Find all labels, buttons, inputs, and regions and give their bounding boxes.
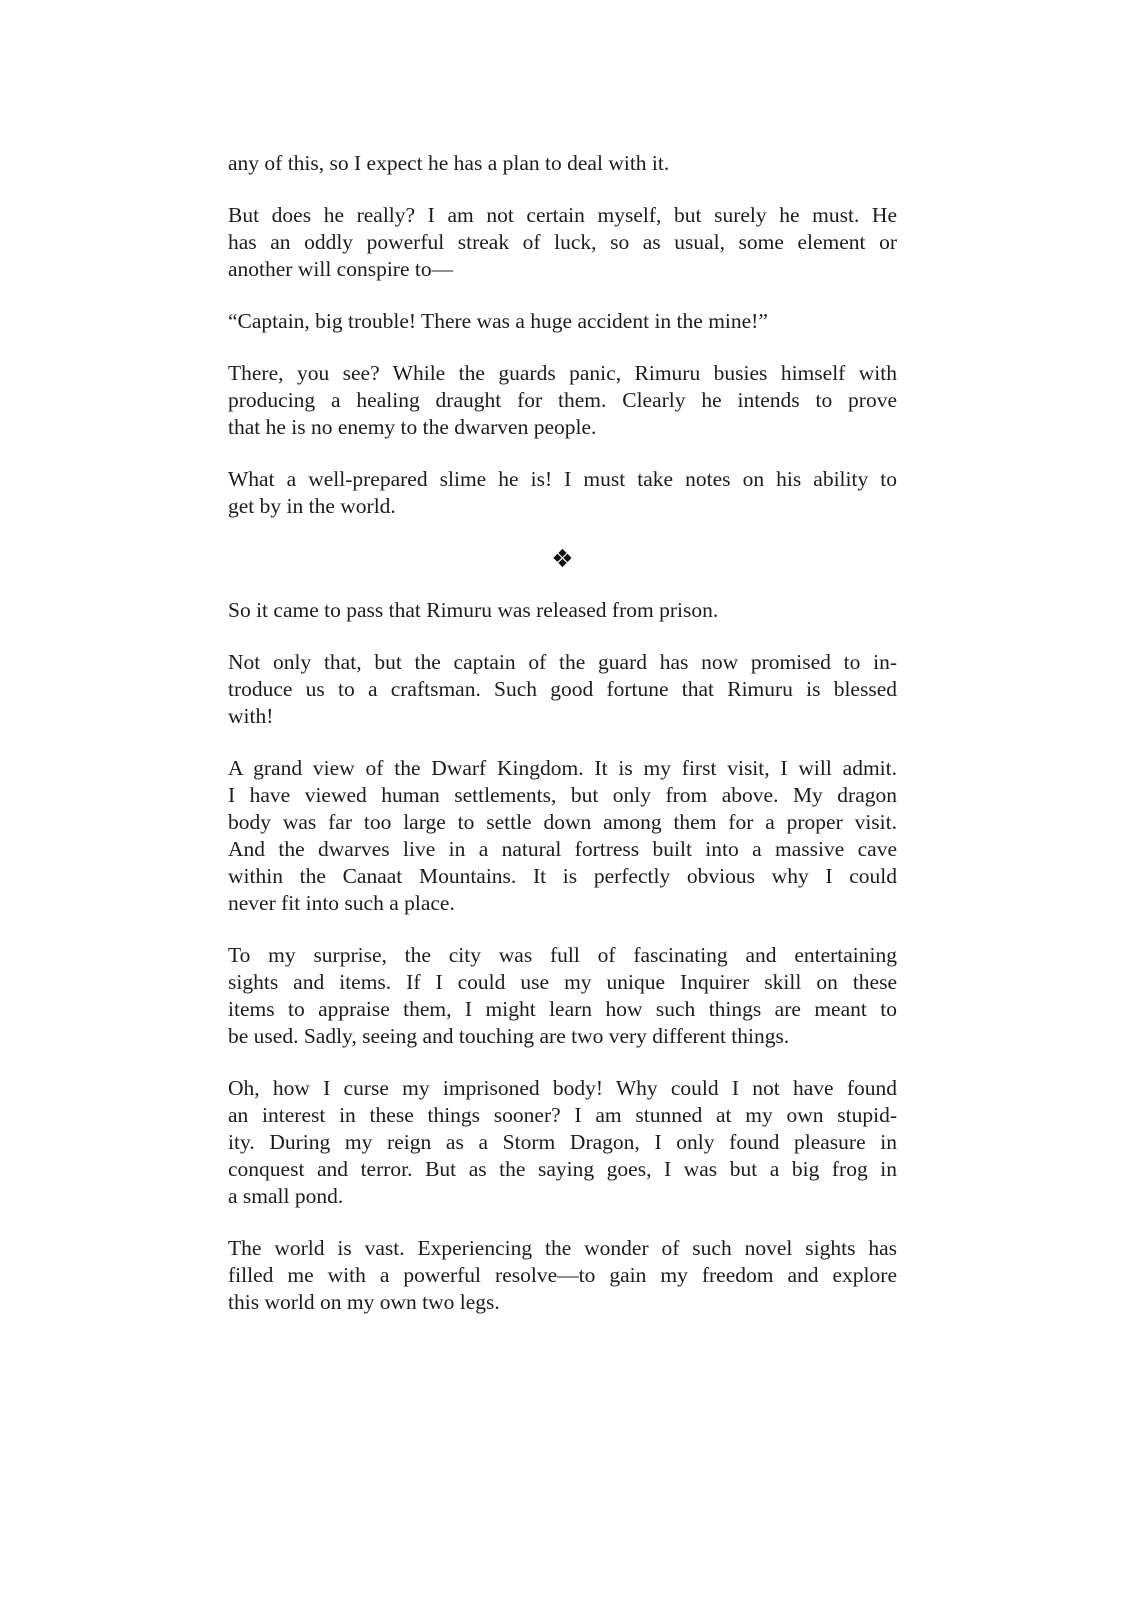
paragraph [228, 597, 897, 624]
body-text [228, 150, 897, 1341]
text-line: another will conspire to— [228, 257, 454, 281]
paragraph [228, 360, 897, 441]
text-line: And the dwarves live in a natural fortress built into a massive cave [228, 837, 897, 861]
text-line: producing a healing draught for them. Clearly he intends to prove [228, 388, 897, 412]
text-line: filled me with a powerful resolve—to gain my freedom and explore [228, 1263, 897, 1287]
text-line: has an oddly powerful streak of luck, so as usual, some element or [228, 230, 897, 254]
text-line: any of this, so I expect he has a plan to deal with it. [228, 151, 670, 175]
text-line: body was far too large to settle down among them for a proper visit. [228, 810, 897, 834]
text-line: But does he really? I am not certain myself, but surely he must. He [228, 203, 897, 227]
text-line: So it came to pass that Rimuru was released from prison. [228, 598, 719, 622]
paragraph [228, 150, 897, 177]
text-line: A grand view of the Dwarf Kingdom. It is my first visit, I will admit. [228, 756, 897, 780]
paragraph [228, 202, 897, 283]
text-line: “Captain, big trouble! There was a huge accident in the mine!” [228, 309, 768, 333]
paragraph [228, 942, 897, 1050]
paragraph [228, 1075, 897, 1210]
text-line: within the Canaat Mountains. It is perfectly obvious why I could [228, 864, 897, 888]
text-line: a small pond. [228, 1184, 344, 1208]
text-line: conquest and terror. But as the saying goes, I was but a big frog in [228, 1157, 897, 1181]
text-line: ity. During my reign as a Storm Dragon, I only found pleasure in [228, 1130, 897, 1154]
section-break-ornament: ❖ [551, 544, 574, 573]
paragraph [228, 1235, 897, 1316]
text-line: troduce us to a craftsman. Such good fortune that Rimuru is blessed [228, 677, 897, 701]
text-line: with! [228, 704, 274, 728]
text-line: sights and items. If I could use my unique Inquirer skill on these [228, 970, 897, 994]
paragraph [228, 308, 897, 335]
text-line: I have viewed human settlements, but only from above. My dragon [228, 783, 897, 807]
text-line: Oh, how I curse my imprisoned body! Why could I not have found [228, 1076, 897, 1100]
text-line: get by in the world. [228, 494, 396, 518]
text-line: never fit into such a place. [228, 891, 455, 915]
text-line: items to appraise them, I might learn how such things are meant to [228, 997, 897, 1021]
text-line: What a well-prepared slime he is! I must take notes on his ability to [228, 467, 897, 491]
text-line: be used. Sadly, seeing and touching are two very different things. [228, 1024, 790, 1048]
text-line: that he is no enemy to the dwarven people. [228, 415, 597, 439]
text-line: The world is vast. Experiencing the wonder of such novel sights has [228, 1236, 897, 1260]
text-line: this world on my own two legs. [228, 1290, 500, 1314]
paragraph [228, 466, 897, 520]
paragraph [228, 755, 897, 917]
text-line: To my surprise, the city was full of fascinating and entertaining [228, 943, 897, 967]
text-line: an interest in these things sooner? I am stunned at my own stupid- [228, 1103, 897, 1127]
text-line: Not only that, but the captain of the guard has now promised to in- [228, 650, 897, 674]
text-line: There, you see? While the guards panic, Rimuru busies himself with [228, 361, 897, 385]
paragraph [228, 649, 897, 730]
